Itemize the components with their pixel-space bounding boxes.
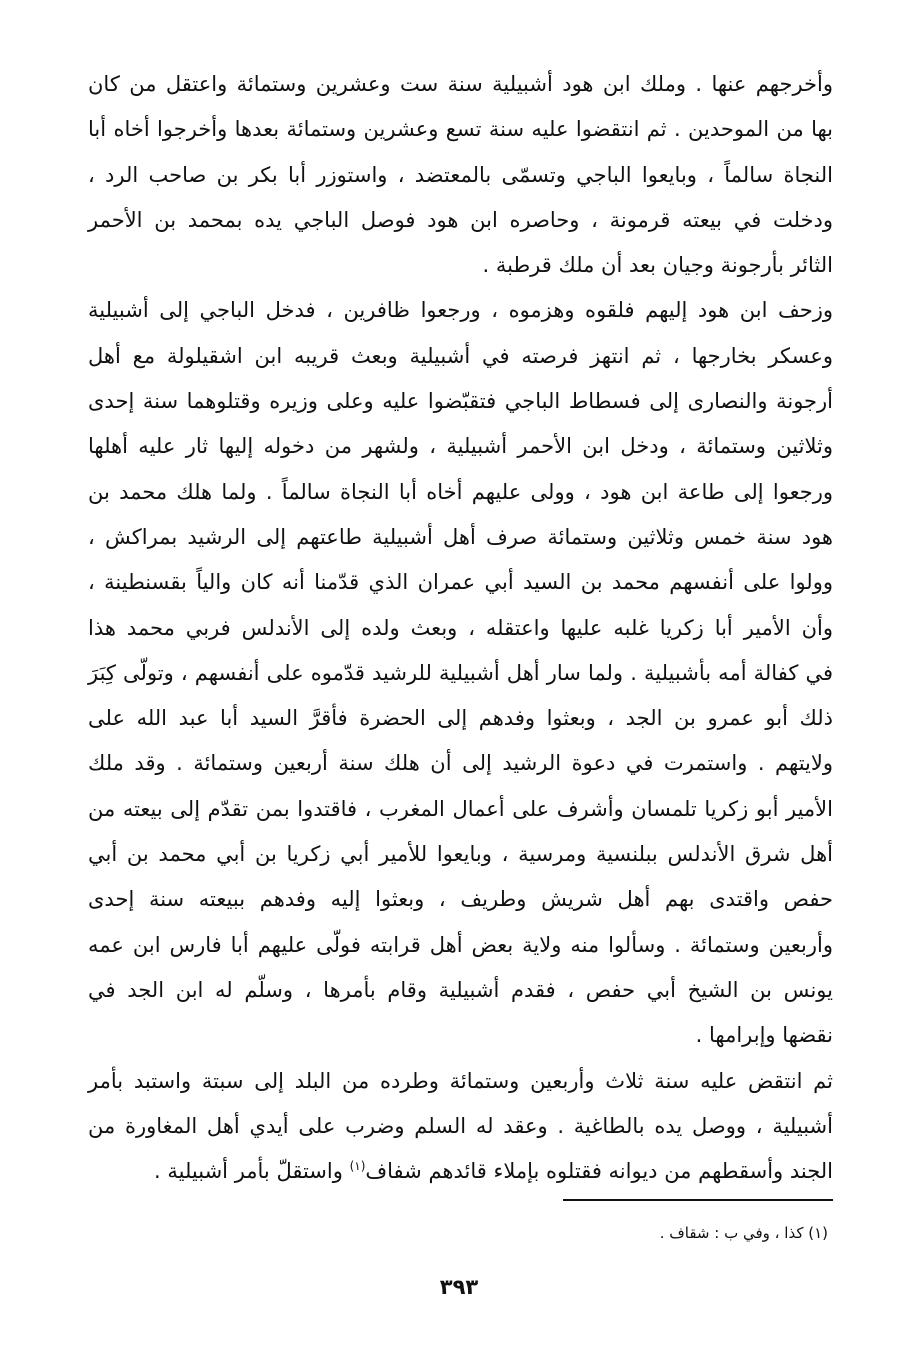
text-line: هود سنة خمس وثلاثين وستمائة صرف أهل أشبيلية طاعتهم إلى الرشيد بمراكش ، xyxy=(88,524,833,549)
text-line: وأن الأمير أبا زكريا غلبه عليها واعتقله ، وبعث ولده إلى الأندلس فربي محمد هذا xyxy=(88,615,833,640)
text-line-with-footnote-ref xyxy=(88,1149,833,1194)
text-line: أهل شرق الأندلس ببلنسية ومرسية ، وبايعوا للأمير أبي زكريا بن أبي محمد بن أبي xyxy=(88,842,833,867)
text-line: حفص واقتدى بهم أهل شريش وطريف ، وبعثوا إليه وفدهم ببيعته سنة إحدى xyxy=(88,887,833,912)
text-line: في كفالة أمه بأشبيلية . ولما سار أهل أشبيلية للرشيد قدّموه على أنفسهم ، وتولّى كِبَرَ xyxy=(88,660,833,685)
text-line: أشبيلية ، ووصل يده بالطاغية . وعقد له السلم وضرب على أيدي أهل المغاورة من xyxy=(88,1113,833,1138)
text-line: ولايتهم . واستمرت في دعوة الرشيد إلى أن هلك سنة أربعين وستمائة . وقد ملك xyxy=(88,751,833,776)
text-line: وولوا على أنفسهم محمد بن السيد أبي عمران الذي قدّمنا أنه كان والياً بقسنطينة ، xyxy=(88,570,833,595)
text-line: وأربعين وستمائة . وسألوا منه ولاية بعض أهل قرابته فولّى عليهم أبا فارس ابن عمه xyxy=(88,932,833,957)
text-line: يونس بن الشيخ أبي حفص ، فقدم أشبيلية وقام بأمرها ، وسلّم له ابن الجد في xyxy=(88,977,833,1002)
text-line: بها من الموحدين . ثم انتقضوا عليه سنة تسع وعشرين وستمائة بعدها وأخرجوا أخاه أبا xyxy=(88,117,833,142)
text-line: ودخلت في بيعته قرمونة ، وحاصره ابن هود فوصل الباجي يده بمحمد بن الأحمر xyxy=(88,207,833,232)
text-line: الأمير أبو زكريا تلمسان وأشرف على أعمال المغرب ، فاقتدوا بمن تقدّم إلى بيعته من xyxy=(88,796,833,821)
text-line: ورجعوا إلى طاعة ابن هود ، وولى عليهم أخاه أبا النجاة سالماً . ولما هلك محمد بن xyxy=(88,479,833,504)
text-line: نقضها وإبرامها . xyxy=(695,1023,833,1048)
text-segment: الجند وأسقطهم من ديوانه فقتلوه بإملاء قائدهم شفاف xyxy=(365,1159,833,1184)
footnote-reference: (١) xyxy=(349,1159,366,1174)
page-number: ٣٩٣ xyxy=(439,1275,479,1299)
text-line: أرجونة والنصارى إلى فسطاط الباجي فتقبّضوا عليه وعلى وزيره وقتلوهما سنة إحدى xyxy=(88,389,833,414)
main-text xyxy=(88,62,833,1194)
text-line: وعسكر بخارجها ، ثم انتهز فرصته في أشبيلية وبعث قريبه ابن اشقيلولة مع أهل xyxy=(88,343,833,368)
text-line: ذلك أبو عمرو بن الجد ، وبعثوا وفدهم إلى الحضرة فأقرَّ السيد أبا عبد الله على xyxy=(88,706,833,731)
footnote-divider xyxy=(563,1199,833,1201)
footnote: (١) كذا ، وفي ب : شقاف . xyxy=(659,1224,828,1242)
text-line: الثائر بأرجونة وجيان بعد أن ملك قرطبة . xyxy=(482,253,833,278)
text-line: النجاة سالماً ، وبايعوا الباجي وتسمّى بالمعتضد ، واستوزر أبا بكر بن صاحب الرد ، xyxy=(88,162,833,187)
text-line: وثلاثين وستمائة ، ودخل ابن الأحمر أشبيلية ، ولشهر من دخوله إليها ثار عليه أهلها xyxy=(88,434,833,459)
text-segment: واستقلّ بأمر أشبيلية . xyxy=(154,1159,350,1184)
text-line: ثم انتقض عليه سنة ثلاث وأربعين وستمائة وطرده من البلد إلى سبتة واستبد بأمر xyxy=(88,1068,833,1093)
text-line: وزحف ابن هود إليهم فلقوه وهزموه ، ورجعوا ظافرين ، فدخل الباجي إلى أشبيلية xyxy=(88,298,833,323)
text-line: وأخرجهم عنها . وملك ابن هود أشبيلية سنة ست وعشرين وستمائة واعتقل من كان xyxy=(88,72,833,96)
